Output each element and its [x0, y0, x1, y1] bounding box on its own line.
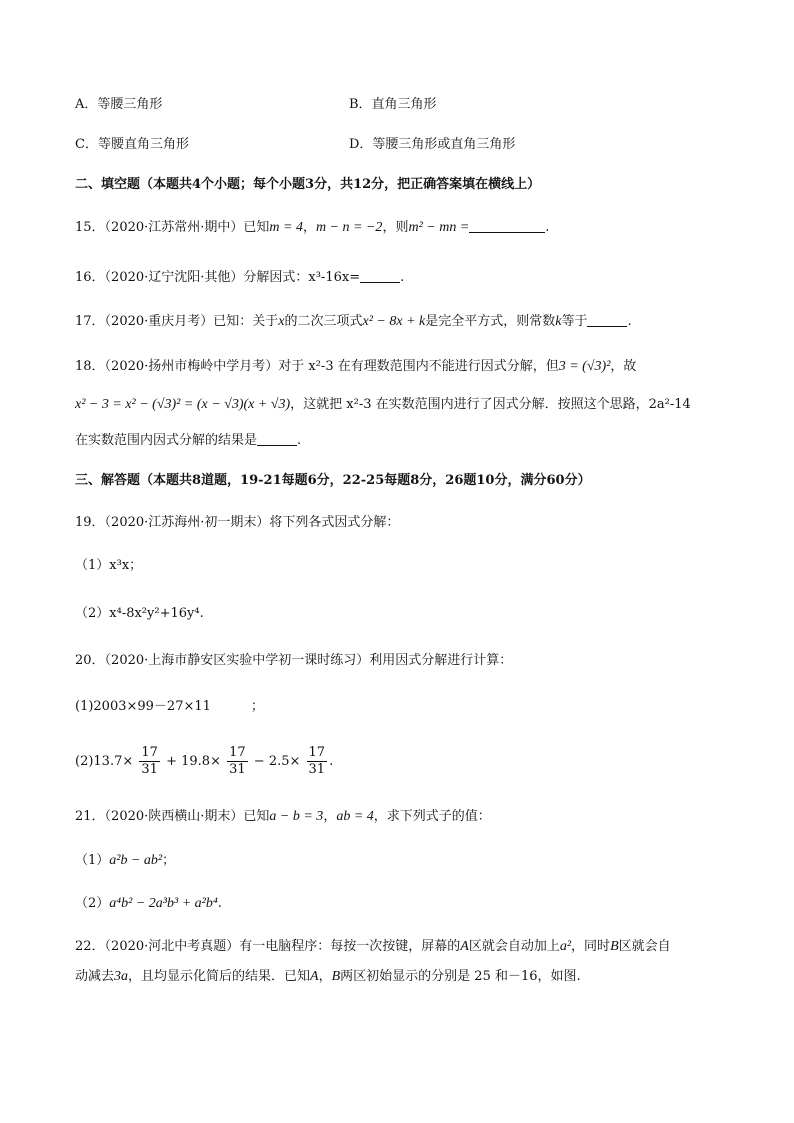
q21-part2-end: .	[217, 896, 222, 911]
q15-mid: ，则	[382, 220, 409, 235]
q20-part2-b: + 19.8×	[166, 754, 221, 769]
q20-title: 20．（2020·上海市静安区实验中学初一课时练习）利用因式分解进行计算：	[75, 653, 513, 668]
q22-var-a: A	[460, 939, 469, 954]
q21-title-end: ，求下列式子的值：	[373, 809, 491, 824]
q18-line2-text: ，这就把 x²-3 在实数范围内进行了因式分解．按照这个思路，2a²-14	[290, 397, 691, 412]
q21-part1-end: ；	[162, 853, 176, 868]
q15-math3: m² − mn =	[408, 220, 470, 235]
q21-part1-math: a²b − ab²	[109, 853, 163, 868]
question-18-line2	[75, 396, 691, 414]
q15-end: .	[545, 220, 550, 235]
option-d: D．等腰三角形或直角三角形	[349, 137, 516, 152]
q17-end: .	[627, 314, 632, 329]
question-18-line1	[75, 358, 636, 376]
q18-answer-blank[interactable]	[257, 431, 297, 446]
q22-three-a: 3a	[114, 969, 129, 984]
q21-sep: ，	[323, 809, 337, 824]
q15-math1: m = 4	[269, 220, 303, 235]
q20-fraction-2: $\frac{17}{31}$	[229, 745, 246, 777]
q19-title: 19．（2020·江苏海州·初一期末）将下列各式因式分解：	[75, 515, 400, 530]
q20-fraction-1: $\frac{17}{31}$	[141, 745, 158, 777]
q18-line2-math: x² − 3 = x² − (√3)² = (x − √3)(x + √3)	[75, 397, 291, 412]
q20-part1-end: ；	[250, 699, 264, 714]
q21-part2-label: （2）	[75, 896, 110, 911]
q21-math2: ab = 4	[336, 809, 374, 824]
q21-part2-math: a⁴b² − 2a³b³ + a²b⁴	[109, 896, 218, 911]
question-18-line3	[75, 431, 301, 450]
q18-line1-end: ，故	[610, 359, 637, 374]
q22-line2-a: 动减去	[75, 969, 115, 984]
q19-part2: （2）x⁴-8x²y²+16y⁴.	[75, 606, 204, 621]
q15-prefix: 15．（2020·江苏常州·期中）已知	[75, 220, 270, 235]
option-a: A．等腰三角形	[75, 97, 163, 112]
q18-line3: 在实数范围内因式分解的结果是	[75, 433, 258, 448]
q22-line1	[75, 938, 671, 956]
q17-expr: x² − 8x + k	[362, 314, 426, 329]
option-b: B．直角三角形	[349, 97, 437, 112]
q22-var-a2: A	[310, 969, 319, 984]
q20-fraction-3: $\frac{17}{31}$	[308, 745, 326, 777]
q20-part2-end: .	[329, 754, 334, 769]
q21-part1	[75, 852, 175, 870]
section3-heading: 三、解答题（本题共8道题，19-21每题6分，22-25每题8分，26题10分，满分60分）	[75, 473, 591, 488]
q21-title	[75, 808, 491, 826]
q22-sep: ，	[318, 969, 332, 984]
q17-var2: k	[555, 314, 562, 329]
q16-text: 16．（2020·辽宁沈阳·其他）分解因式：x³-16x=	[75, 270, 361, 285]
question-16	[75, 268, 404, 287]
q17-mid: 的二次三项式	[284, 314, 363, 329]
q19-part1: （1）x³x；	[75, 558, 143, 573]
q22-a-squared: a²	[559, 939, 572, 954]
q21-math1: a − b = 3	[269, 809, 324, 824]
section2-heading: 二、填空题（本题共4个小题；每个小题3分，共12分，把正确答案填在横线上）	[75, 177, 541, 192]
q17-answer-blank[interactable]	[587, 312, 627, 327]
q22-line2-b: ，且均显示化简后的结果．已知	[128, 969, 311, 984]
question-17	[75, 312, 632, 331]
q21-title-prefix: 21．（2020·陕西横山·期末）已知	[75, 809, 270, 824]
q17-prefix: 17．（2020·重庆月考）已知：关于	[75, 314, 279, 329]
q17-var: x	[278, 314, 285, 329]
q22-line1-d: 区就会自	[618, 939, 671, 954]
q22-var-b2: B	[331, 969, 341, 984]
q16-answer-blank[interactable]	[360, 268, 400, 283]
q21-part2	[75, 895, 222, 913]
q15-sep: ，	[302, 220, 316, 235]
q16-end: .	[400, 270, 405, 285]
q22-line1-a: 22．（2020·河北中考真题）有一电脑程序：每按一次按键，屏幕的	[75, 939, 461, 954]
q21-part1-label: （1）	[75, 853, 110, 868]
q18-line1-math: 3 = (√3)²	[558, 359, 611, 374]
question-15	[75, 218, 549, 237]
q15-math2: m − n = −2	[315, 220, 383, 235]
q18-line3-end: .	[297, 433, 302, 448]
q20-part2-c: − 2.5×	[253, 754, 301, 769]
q17-mid2: 是完全平方式，则常数	[425, 314, 556, 329]
option-c: C．等腰直角三角形	[75, 137, 189, 152]
q22-var-b: B	[610, 939, 619, 954]
q20-part2-a: (2)13.7×	[75, 754, 134, 769]
q20-part2	[75, 744, 333, 780]
q15-answer-blank[interactable]	[469, 218, 545, 233]
q22-line1-b: 区就会自动加上	[468, 939, 560, 954]
q17-end-text: 等于	[561, 314, 588, 329]
q22-line2-c: 两区初始显示的分别是 25 和－16，如图.	[340, 969, 581, 984]
q22-line2	[75, 968, 581, 986]
q20-part1-expr: (1)2003×99－27×11	[75, 699, 211, 714]
q18-line1: 18．（2020·扬州市梅岭中学月考）对于 x²-3 在有理数范围内不能进行因式分解，但	[75, 359, 559, 374]
q20-part1	[75, 698, 264, 716]
q22-line1-c: ，同时	[571, 939, 611, 954]
